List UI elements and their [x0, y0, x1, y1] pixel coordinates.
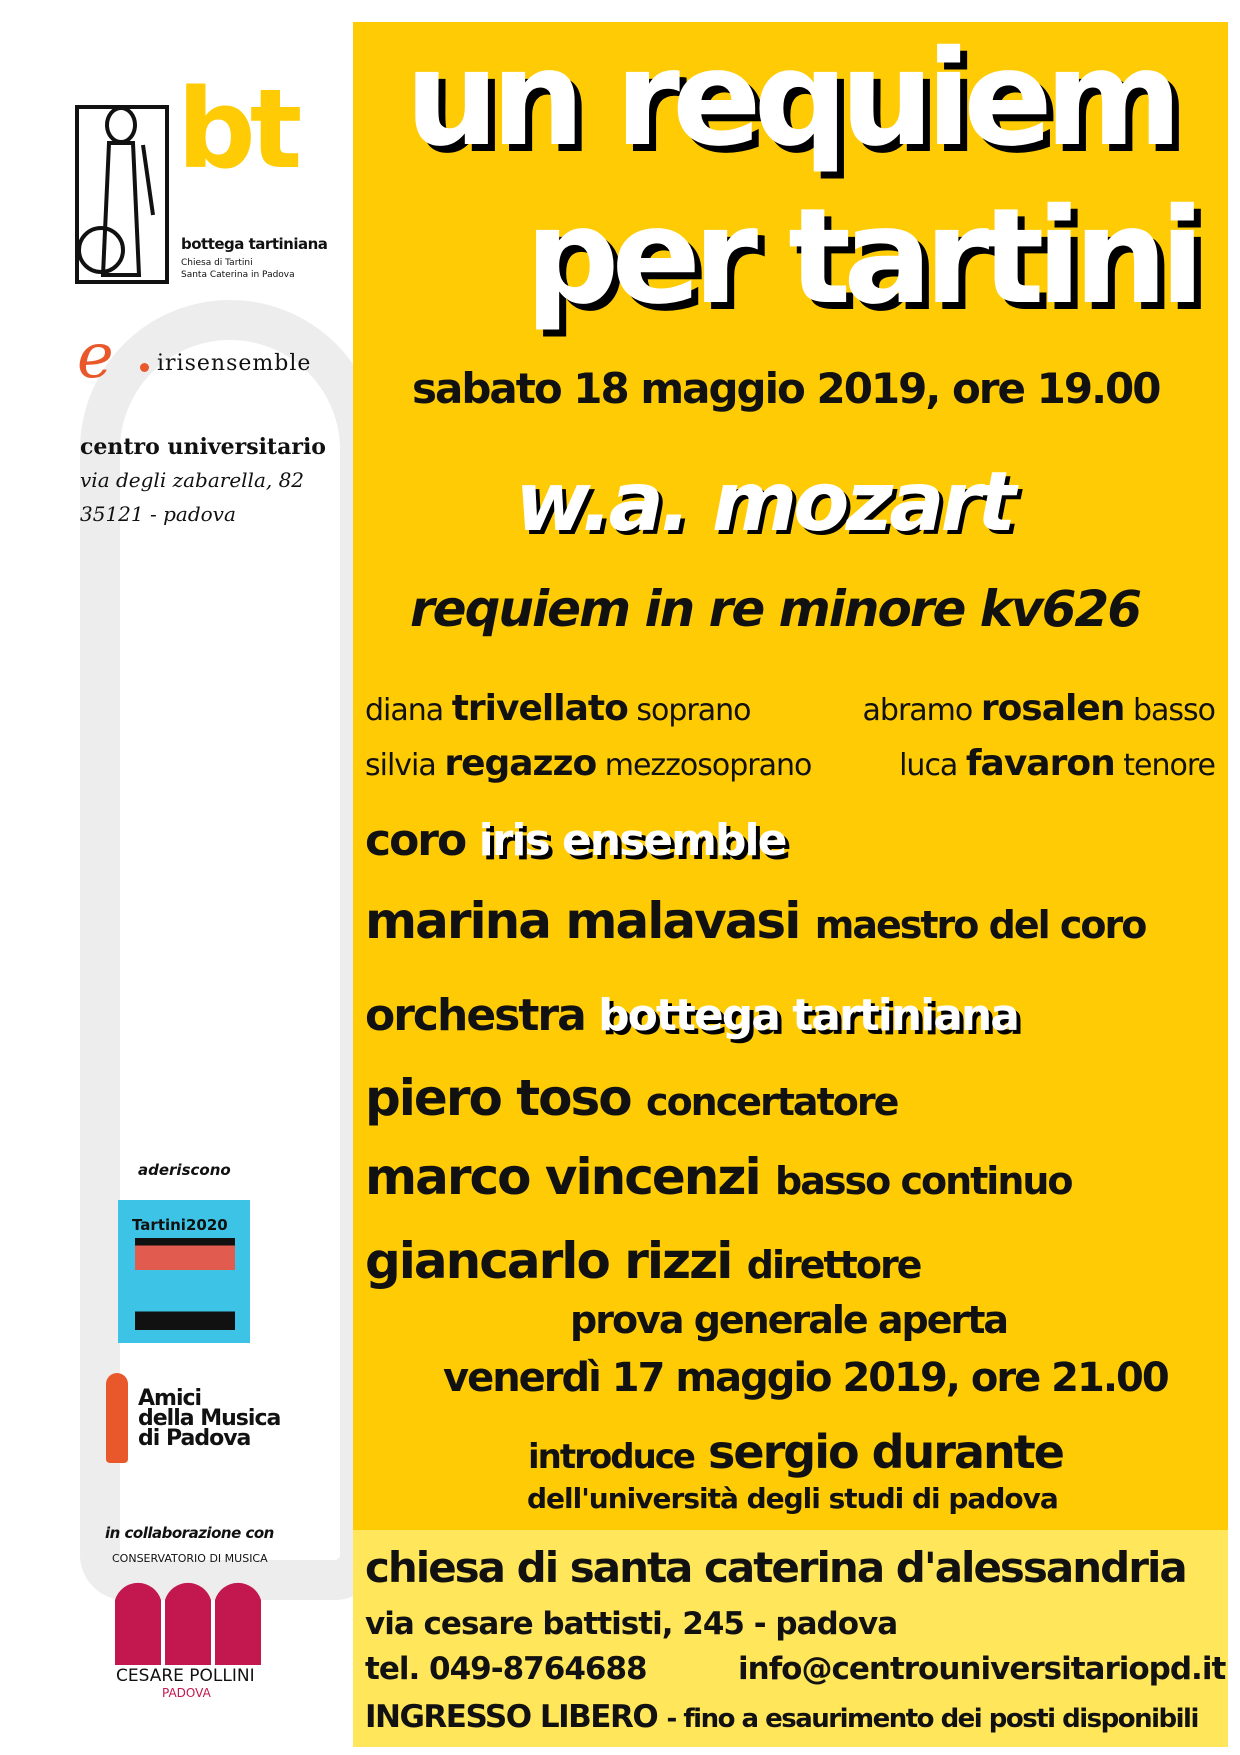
soloist: luca favaron tenore — [899, 743, 1215, 784]
composer: w.a. mozart — [515, 455, 1013, 550]
collaborazione-label: in collaborazione con — [105, 1524, 274, 1542]
bt-mark: bt — [177, 65, 297, 193]
amici-line1: Amici — [138, 1386, 202, 1411]
conservatorio-logo — [110, 1550, 270, 1700]
violin-scroll-icon — [106, 1373, 128, 1463]
direttore-line: giancarlo rizzi direttore — [365, 1232, 921, 1290]
soloist: diana trivellato soprano — [365, 688, 751, 729]
entry-line: INGRESSO LIBERO - fino a esaurimento dei posti disponibili — [365, 1699, 1198, 1735]
bt-name: bottega tartiniana — [181, 235, 328, 253]
maestro-line: marina malavasi maestro del coro — [365, 892, 1146, 950]
tartini2020-text: Tartini2020 — [132, 1216, 228, 1234]
church-address: via cesare battisti, 245 - padova — [365, 1606, 898, 1642]
soloist: abramo rosalen basso — [862, 688, 1215, 729]
email-link[interactable]: info@centrouniversitariopd.it — [738, 1651, 1226, 1687]
concertatore-line: piero toso concertatore — [365, 1069, 898, 1127]
amici-line3: di Padova — [138, 1426, 251, 1451]
iris-name: irisensemble — [157, 351, 312, 376]
aderiscono-label: aderiscono — [138, 1161, 231, 1179]
iris-logo — [65, 319, 335, 405]
work-title: requiem in re minore kv626 — [410, 580, 1141, 638]
conservatorio-name: CESARE POLLINI — [116, 1666, 255, 1686]
arches-icon — [113, 1570, 263, 1665]
amici-logo — [100, 1369, 300, 1469]
coro-line: coro iris ensemble — [365, 815, 786, 866]
title-line1: un requiem — [405, 22, 1175, 176]
conservatorio-top: CONSERVATORIO DI MUSICA — [112, 1552, 268, 1565]
tartini2020-logo — [118, 1200, 250, 1343]
speaker-affiliation: dell'università degli studi di padova — [527, 1482, 1058, 1515]
conservatorio-city: PADOVA — [162, 1686, 211, 1700]
iris-mark: e — [77, 319, 114, 392]
prova-label: prova generale aperta — [570, 1298, 1008, 1342]
soloists-row-1 — [365, 688, 1215, 729]
continuo-line: marco vincenzi basso continuo — [365, 1148, 1072, 1206]
event-date: sabato 18 maggio 2019, ore 19.00 — [412, 364, 1160, 413]
bt-sub1: Chiesa di Tartini — [181, 258, 253, 268]
org-city: 35121 - padova — [80, 502, 236, 526]
church-name: chiesa di santa caterina d'alessandria — [365, 1543, 1186, 1592]
portrait-image — [135, 1238, 235, 1330]
iris-dot-icon — [140, 363, 149, 372]
bt-sub2: Santa Caterina in Padova — [181, 270, 295, 280]
title-line2: per tartini — [525, 180, 1197, 334]
org-address: via degli zabarella, 82 — [80, 468, 305, 492]
bt-logo — [73, 65, 333, 285]
introduce-line: introduce sergio durante — [528, 1425, 1063, 1479]
amici-line2: della Musica — [138, 1406, 281, 1431]
org-name: centro universitario — [80, 434, 326, 460]
soloists-row-2 — [365, 743, 1215, 784]
phone: tel. 049-8764688 — [365, 1651, 647, 1687]
prova-date: venerdì 17 maggio 2019, ore 21.00 — [443, 1355, 1168, 1401]
saint-catherine-icon — [73, 85, 173, 285]
orchestra-line: orchestra bottega tartiniana — [365, 990, 1018, 1041]
soloist: silvia regazzo mezzosoprano — [365, 743, 812, 784]
